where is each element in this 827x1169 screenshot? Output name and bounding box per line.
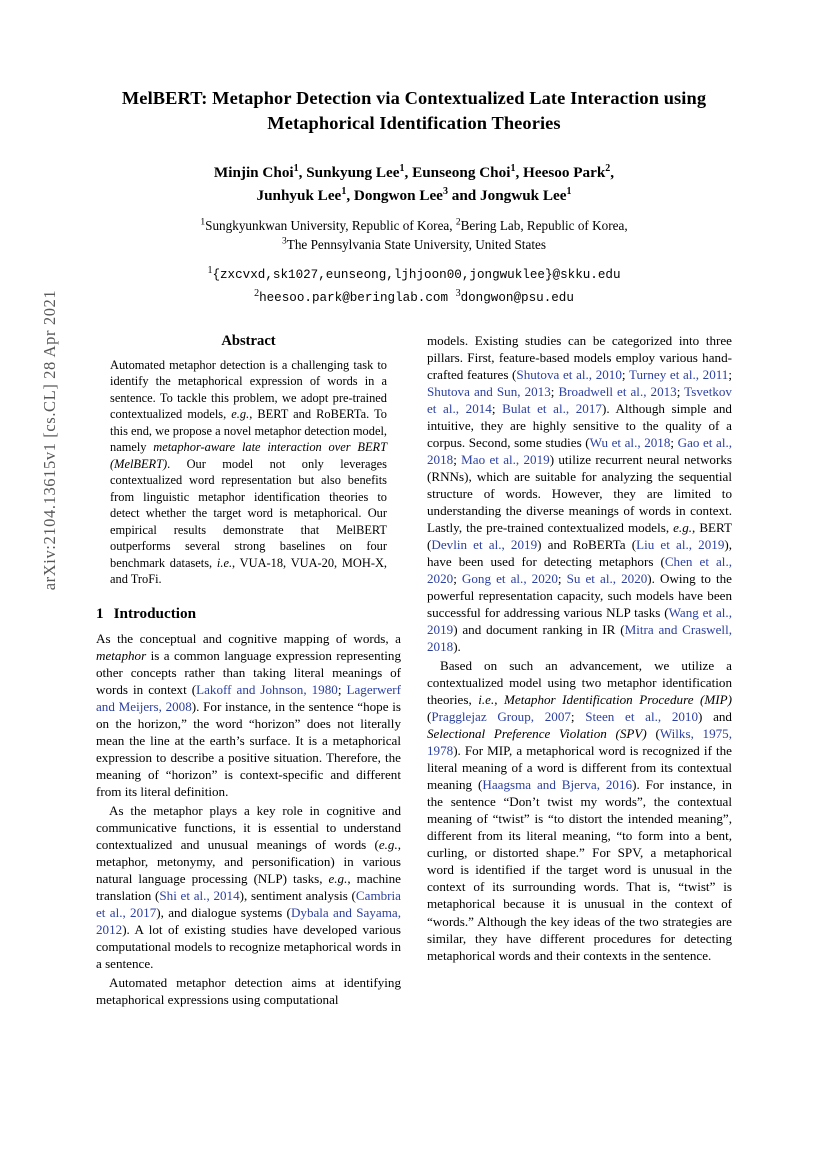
email-line-1: $^1${zxcvxd,sk1027,eunseong,ljhjoon00,jongwuklee}@skku.edu xyxy=(207,265,621,283)
intro-paragraph-3-part1: Automated metaphor detection aims at identifying metaphorical expressions using computational xyxy=(96,975,401,1008)
author-line-1: Minjin Choi$^1$, Sunkyung Lee$^1$, Eunseong Choi$^1$, Heesoo Park$^2$, xyxy=(213,162,615,181)
right-column xyxy=(427,332,732,1008)
intro-paragraph-3-part2: models. Existing studies can be categorized into three pillars. First, feature-based models employ various hand-crafted features (Shutova et al., 2010; Turney et al., 2011; Shutova and Sun, 2013; Broadwell et al., 2013; Tsvetkov et al., 2014; Bulat et al., 2017). Although simple and intuitive, they are highly sensitive to the quality of a corpus. Second, some studies (Wu et al., 2018; Gao et al., 2018; Mao et al., 2019) utilize recurrent neural networks (RNNs), which are suitable for analyzing the sequential structure of words. However, they are limited to understanding the diverse meanings of words in context. Lastly, the pre-trained contextualized models, e.g., BERT (Devlin et al., 2019) and RoBERTa (Liu et al., 2019), have been used for detecting metaphors (Chen et al., 2020; Gong et al., 2020; Su et al., 2020). Owing to the powerful representation capacity, such models have been successful for addressing various NLP tasks (Wang et al., 2019) and document ranking in IR (Mitra and Craswell, 2018). xyxy=(427,332,733,655)
arxiv-stamp: arXiv:2104.13615v1 [cs.CL] 28 Apr 2021 xyxy=(40,289,59,591)
email-list xyxy=(96,263,732,308)
paper-content xyxy=(96,86,732,1008)
abstract-text: Automated metaphor detection is a challenging task to identify the metaphorical expression of words in a sentence. To tackle this problem, we adopt pre-trained contextualized models, e.g., BERT and RoBERTa. To this end, we propose a novel metaphor detection model, namely metaphor-aware late interaction over BERT (MelBERT). Our model not only leverages contextualized word representation but also benefits from linguistic metaphor identification theories to detect whether the target word is metaphorical. Our empirical results demonstrate that MelBERT outperforms several strong baselines on four benchmark datasets, i.e., VUA-18, VUA-20, MOH-X, and TroFi. xyxy=(110,357,387,587)
abstract-body xyxy=(96,357,401,588)
author-line-2: Junhyuk Lee$^1$, Dongwon Lee$^3$ and Jongwuk Lee$^1$ xyxy=(256,186,572,205)
intro-paragraph-2: As the metaphor plays a key role in cognitive and communicative functions, it is essential to understand contextualized and unusual meanings of words (e.g., metaphor, metonymy, and personification) in various natural language processing (NLP) tasks, e.g., machine translation (Shi et al., 2014), sentiment analysis (Cambria et al., 2017), and dialogue systems (Dybala and Sayama, 2012). A lot of existing studies have developed various computational models to recognize metaphorical words in a sentence. xyxy=(96,802,401,971)
email-line-2: $^2$heesoo.park@beringlab.com $^3$dongwon@psu.edu xyxy=(254,287,574,305)
affiliation-line-2: $^3$The Pennsylvania State University, United States xyxy=(282,236,546,253)
abstract-heading: Abstract xyxy=(221,332,276,349)
section-title: Introduction xyxy=(113,604,197,622)
left-column xyxy=(96,332,401,1008)
intro-paragraph-1: As the conceptual and cognitive mapping of words, a metaphor is a common language expression representing other concepts rather than taking literal meanings of words in context (Lakoff and Johnson, 1980; Lagerwerf and Meijers, 2008). For instance, in the sentence “hope is on the horizon,” the word “horizon” does not literally mean the line at the earth’s surface. It is a metaphorical expression to describe a positive situation. Therefore, the meaning of “horizon” is context-specific and different from its literal definition. xyxy=(96,630,401,799)
section-heading-introduction xyxy=(96,604,401,624)
page-title: MelBERT: Metaphor Detection via Contextualized Late Interaction using Metaphorical Identification Theories xyxy=(121,88,707,134)
intro-paragraph-4: Based on such an advancement, we utilize a contextualized model using two metaphor identification theories, i.e., Metaphor Identification Procedure (MIP) (Pragglejaz Group, 2007; Steen et al., 2010) and Selectional Preference Violation (SPV) (Wilks, 1975, 1978). For MIP, a metaphorical word is recognized if the literal meaning of a word is different from its contextual meaning (Haagsma and Bjerva, 2016). For instance, in the sentence “Don’t twist my words”, the contextual meaning of “twist” is “to distort the intended meaning”, different from its literal meaning, “to form into a bent, curling, or distorted shape.” For SPV, a metaphorical word is identified if the target word is unusual in the context of its surrounding words. That is, “twist” is metaphorical because it is unusual in the context of “words.” Although the key ideas of the two strategies are similar, they have different procedures for detecting metaphorical words and their contexts in the sentence. xyxy=(427,658,732,963)
affiliations xyxy=(96,216,732,254)
affiliation-line-1: $^1$Sungkyunkwan University, Republic of Korea, $^2$Bering Lab, Republic of Korea, xyxy=(200,217,628,234)
author-list xyxy=(96,161,732,208)
section-number: 1 xyxy=(96,604,104,622)
two-column-body xyxy=(96,332,732,1008)
